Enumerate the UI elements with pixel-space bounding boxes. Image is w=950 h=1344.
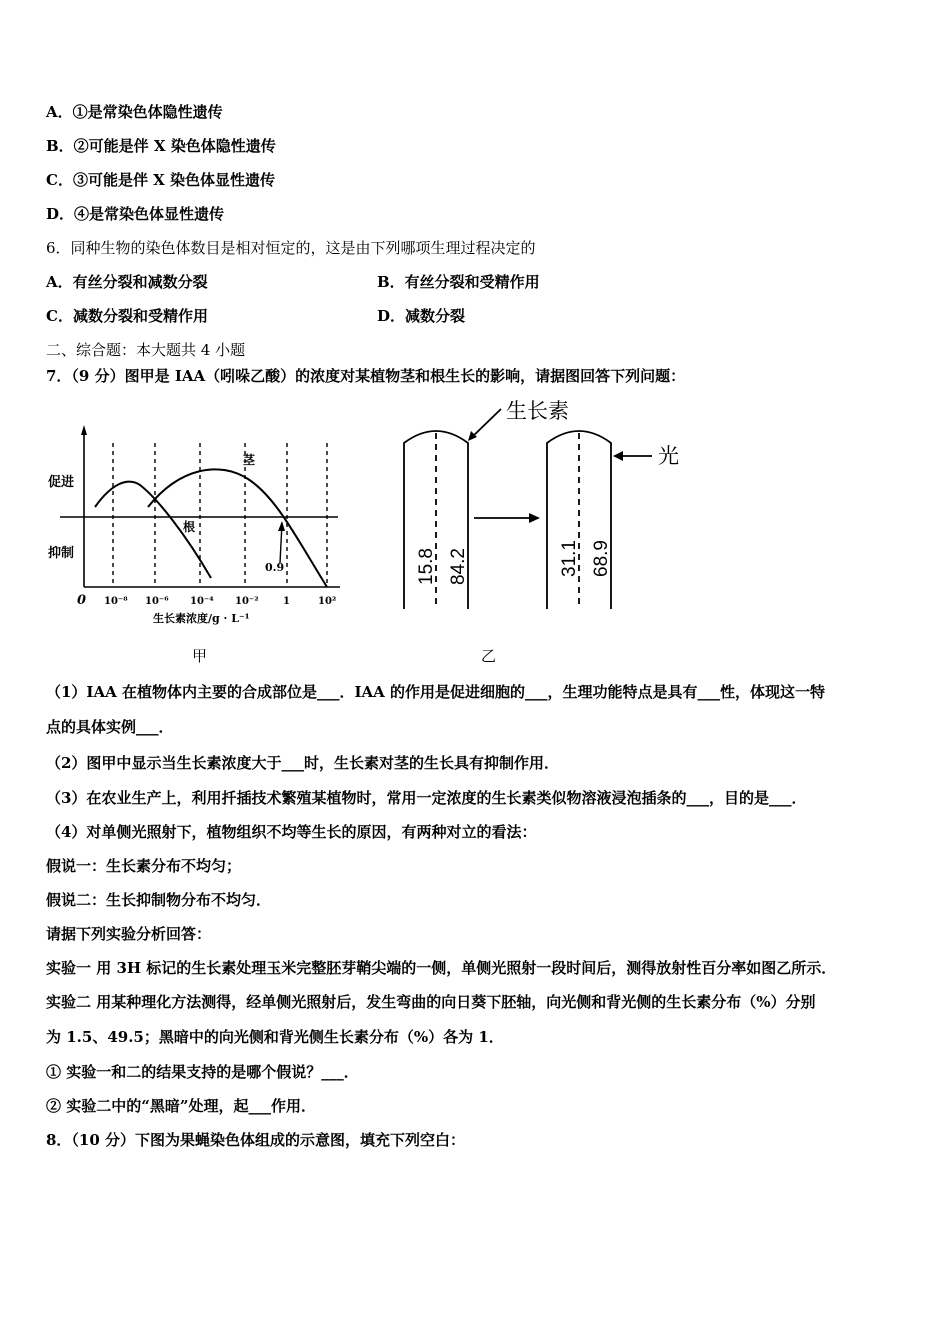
light-label: 光 — [658, 445, 679, 468]
root-curve-label: 根 — [183, 520, 196, 534]
y-axis-arrow — [81, 425, 87, 435]
tick-label: 10⁻⁴ — [190, 596, 214, 607]
q7-stem: 7．（9 分）图甲是 IAA（吲哚乙酸）的浓度对某植物茎和根生长的影响，请据图回答下列问题： — [46, 367, 686, 385]
hypothesis-2: 假说二：生长抑制物分布不均匀． — [46, 891, 272, 909]
right-shade-side-value: 68.9 — [591, 540, 612, 577]
y-label-inhibit: 抑制 — [48, 546, 75, 561]
tick-gridlines — [113, 443, 327, 587]
light-arrow-head — [613, 451, 623, 461]
q7-part3: （3）在农业生产上，利用扦插技术繁殖某植物时，常用一定浓度的生长素类似物溶液浸泡插条的___，目的是___． — [46, 789, 807, 807]
auxin-label: 生长素 — [506, 400, 569, 423]
mark-value-label: 0.9 — [265, 561, 285, 574]
auxin-pointer — [470, 409, 501, 439]
origin-label: 0 — [77, 593, 87, 608]
q5-option-c: C．③可能是伴 X 染色体显性遗传 — [46, 171, 276, 189]
figure-a-graph — [60, 425, 340, 587]
q7-part2: （2）图甲中显示当生长素浓度大于___时，生长素对茎的生长具有抑制作用． — [46, 754, 559, 772]
q6-stem: 6．同种生物的染色体数目是相对恒定的，这是由下列哪项生理过程决定的 — [46, 239, 536, 257]
left-shade-side-value: 84.2 — [448, 548, 469, 585]
y-label-promote: 促进 — [48, 475, 75, 490]
section-2-heading: 二、综合题：本大题共 4 小题 — [46, 341, 246, 359]
q5-option-b: B．②可能是伴 X 染色体隐性遗传 — [46, 137, 276, 155]
q7-part1-line2: 点的具体实例___． — [46, 718, 174, 736]
experiment-1: 实验一 用 3H 标记的生长素处理玉米完整胚芽鞘尖端的一侧，单侧光照射一段时间后，测得放射性百分率如图乙所示． — [46, 959, 837, 977]
tick-label: 10⁻² — [235, 596, 259, 607]
tick-label: 10⁻⁸ — [104, 596, 128, 607]
experiment-2-line2: 为 1.5、49.5；黑暗中的向光侧和背光侧生长素分布（%）各为 1． — [46, 1028, 504, 1046]
q7-figures — [40, 395, 740, 670]
analysis-prompt: 请据下列实验分析回答： — [46, 925, 212, 943]
q7-part4: （4）对单侧光照射下，植物组织不均等生长的原因，有两种对立的看法： — [46, 823, 537, 841]
tick-label: 10² — [318, 596, 337, 607]
right-light-side-value: 31.1 — [559, 540, 580, 577]
q7-part1-line1: （1）IAA 在植物体内主要的合成部位是___．IAA 的作用是促进细胞的___，生理功能特点是具有___性，体现这一特 — [46, 683, 825, 701]
figure-b-drawing — [404, 409, 652, 609]
q6-option-b: B．有丝分裂和受精作用 — [377, 273, 540, 291]
figure-b-caption: 乙 — [481, 647, 497, 665]
q6-option-a: A．有丝分裂和减数分裂 — [46, 273, 208, 291]
figure-svg — [40, 395, 740, 670]
stem-curve — [148, 469, 327, 587]
sub-question-2: ② 实验二中的“黑暗”处理，起___作用． — [46, 1097, 316, 1115]
mark-pointer-arrow — [278, 521, 285, 531]
q5-option-d: D．④是常染色体显性遗传 — [46, 205, 225, 223]
q6-option-d: D．减数分裂 — [377, 307, 466, 325]
tick-label: 1 — [283, 596, 290, 607]
figure-a-caption: 甲 — [192, 647, 208, 665]
x-axis-label: 生长素浓度/g · L⁻¹ — [153, 612, 250, 625]
left-light-side-value: 15.8 — [416, 548, 437, 585]
experiment-2-line1: 实验二 用某种理化方法测得，经单侧光照射后，发生弯曲的向日葵下胚轴，向光侧和背光侧的生长素分布（%）分别 — [46, 993, 816, 1011]
q5-option-a: A．①是常染色体隐性遗传 — [46, 103, 223, 121]
tick-label: 10⁻⁶ — [145, 596, 169, 607]
hypothesis-1: 假说一：生长素分布不均匀； — [46, 857, 242, 875]
transfer-arrow-head — [529, 513, 540, 523]
sub-question-1: ① 实验一和二的结果支持的是哪个假说？___． — [46, 1063, 359, 1081]
q6-option-c: C．减数分裂和受精作用 — [46, 307, 208, 325]
q8-stem: 8．（10 分）下图为果蝇染色体组成的示意图，填充下列空白： — [46, 1131, 466, 1149]
stem-curve-label: 茎 — [243, 453, 256, 467]
